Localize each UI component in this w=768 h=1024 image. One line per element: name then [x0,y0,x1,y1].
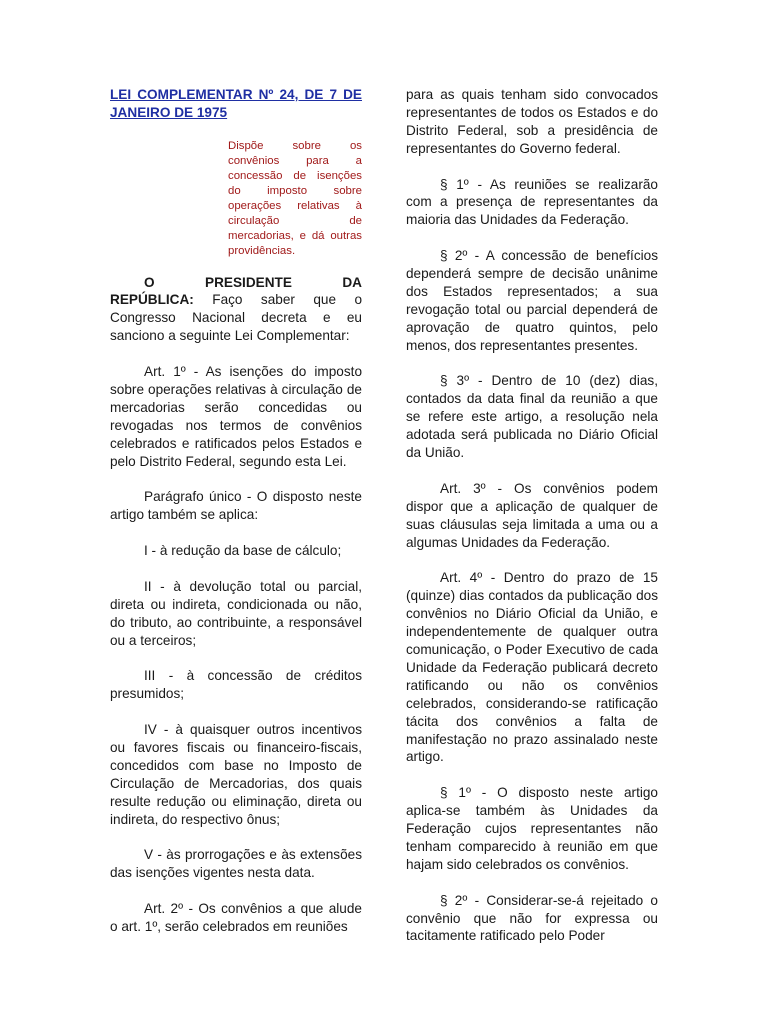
presidente-word-o: O [144,274,155,290]
paragrafo-unico: Parágrafo único - O disposto neste artigo também se aplica: [110,489,362,523]
inciso-iv: IV - à quaisquer outros incentivos ou favores fiscais ou financeiro-fiscais, concedidos com base no Imposto de Circulação de Mercadorias, dos quais resulte redução ou eliminação, direta ou indireta, do respectivo ônus; [110,722,362,827]
presidente-word-da: DA [342,274,362,290]
art-2-par-3: § 3º - Dentro de 10 (dez) dias, contados da data final da reunião a que se refere este artigo, a resolução nela adotada será publicada no Diário Oficial da União. [406,373,658,461]
presidente-text: Faço saber que o Congresso Nacional decreta e eu sanciono a seguinte Lei Complementar: [110,292,363,344]
art-2-start: Art. 2º - Os convênios a que alude o art. 1º, serão celebrados em reuniões [110,901,362,935]
presidente-heading [110,274,362,292]
presidente-word-republica: REPÚBLICA: [110,292,194,308]
art-4: Art. 4º - Dentro do prazo de 15 (quinze) dias contados da publicação dos convênios no Diário Oficial da União, e independentemente de qualquer outra comunicação, o Poder Executivo de cada Unidade da Federação publicará decreto ratificando ou não os convênios celebrados, considerando-se ratificação tácita dos convênios a falta de manifestação no prazo assinalado neste artigo. [406,570,658,765]
document-title: LEI COMPLEMENTAR Nº 24, DE 7 DE JANEIRO DE 1975 [110,87,362,120]
art-3: Art. 3º - Os convênios podem dispor que a aplicação de qualquer de suas cláusulas seja limitada a uma ou a algumas Unidades da Federação. [406,480,658,550]
art-2-par-1: § 1º - As reuniões se realizarão com a presença de representantes da maioria das Unidades da Federação. [406,176,658,228]
presidente-paragraph [110,274,362,346]
art-4-par-2: § 2º - Considerar-se-á rejeitado o convênio que não for expressa ou tacitamente ratificado pelo Poder [406,892,658,944]
inciso-v: V - às prorrogações e às extensões das isenções vigentes nesta data. [110,847,362,881]
inciso-i: I - à redução da base de cálculo; [144,543,342,559]
ementa: Dispõe sobre os convênios para a concessão de isenções do imposto sobre operações relativas à circulação de mercadorias, e dá outras providências. [228,139,362,258]
inciso-ii: II - à devolução total ou parcial, direta ou indireta, condicionada ou não, do tributo, ao contribuinte, a responsável ou a terceiros; [110,578,362,648]
left-column [110,86,362,936]
art-1: Art. 1º - As isenções do imposto sobre operações relativas à circulação de mercadorias serão concedidas ou revogadas nos termos de convênios celebrados e ratificados pelos Estados e pelo Distrito Federal, segundo esta Lei. [110,364,362,469]
right-column [406,86,658,945]
presidente-word-presidente: PRESIDENTE [205,274,292,290]
art-2-par-2: § 2º - A concessão de benefícios dependerá sempre de decisão unânime dos Estados representados; a sua revogação total ou parcial dependerá de aprovação de quatro quintos, pelo menos, dos representantes presentes. [406,248,658,353]
art-2-continued: para as quais tenham sido convocados representantes de todos os Estados e do Distrito Federal, sob a presidência de representantes do Governo federal. [406,87,658,156]
inciso-iii: III - à concessão de créditos presumidos; [110,668,362,702]
art-4-par-1: § 1º - O disposto neste artigo aplica-se também às Unidades da Federação cujos representantes não tenham comparecido à reunião em que hajam sido celebrados os convênios. [406,785,658,872]
